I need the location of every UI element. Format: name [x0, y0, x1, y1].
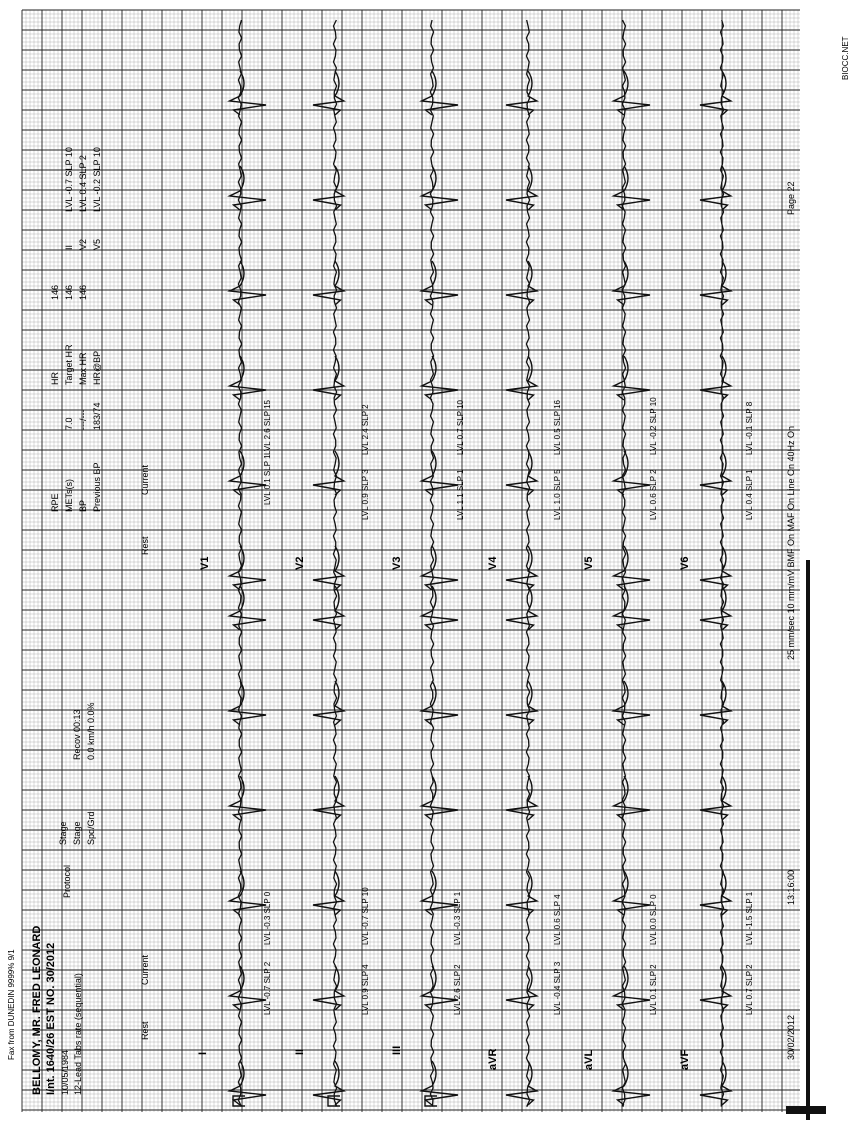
meas-aVL-current: LVL 0.0 SLP 0	[649, 894, 658, 945]
lead-label-I: I	[197, 1051, 209, 1055]
meas-V5-rest: LVL 0.6 SLP 2	[649, 469, 658, 520]
patient-id-line: I/nt. 1640/26 EST NO. 30/2012	[45, 942, 57, 1095]
rest-label-left: Rest	[140, 1021, 150, 1040]
qrs-complex	[614, 546, 650, 590]
stage-label-1: Stage	[58, 821, 68, 845]
bottom-edge-bar	[786, 1106, 826, 1114]
qrs-complex	[422, 166, 458, 210]
right-slope-1: LVL -0.7 SLP 10	[64, 147, 74, 212]
right-lead-3: V5	[92, 238, 102, 250]
qrs-complex	[422, 451, 458, 495]
qrs-complex	[313, 966, 344, 1010]
lead-label-V3: V3	[391, 556, 403, 570]
speed-grade: 0.0 km/h 0.0%	[86, 702, 96, 760]
meas-II-rest: LVL 0.9 SLP 4	[361, 964, 370, 1015]
fax-header: Fax from DUNEDIN 9999% 9/1	[7, 949, 16, 1060]
patient-dob: 10/05/1984	[60, 1049, 70, 1095]
meas-V5-current: LVL -0.2 SLP 10	[649, 397, 658, 455]
current-label-left: Current	[140, 954, 150, 985]
qrs-complex	[614, 1061, 650, 1105]
ecg-trace	[622, 20, 625, 1106]
qrs-complex	[313, 681, 344, 725]
lead-label-V4: V4	[487, 556, 499, 570]
test-name: 12-Lead Tabs rate (sequential)	[73, 973, 83, 1095]
qrs-complex	[700, 681, 731, 725]
qrs-complex	[614, 261, 650, 305]
lead-label-V1: V1	[199, 556, 211, 570]
qrs-complex	[422, 586, 458, 630]
mets-value: 7.0	[64, 417, 74, 430]
meas-V2-current: LVL 2.4 SLP 2	[361, 404, 370, 455]
qrs-complex	[700, 166, 731, 210]
lead-label-V6: V6	[679, 556, 691, 570]
meas-II-current: LVL -0.7 SLP 10	[361, 887, 370, 945]
meas-V2-rest: LVL 0.9 SLP 3	[361, 469, 370, 520]
qrs-complex	[506, 546, 537, 590]
qrs-complex	[230, 261, 266, 305]
rest-label-right: Rest	[140, 536, 150, 555]
bp-label: BP	[78, 499, 88, 512]
footer-settings: 25 mm/sec 10 mm/mV BMF On MAF On Line On 40Hz On	[786, 425, 796, 660]
meas-aVR-current: LVL 0.6 SLP 4	[553, 894, 562, 945]
qrs-complex	[313, 451, 344, 495]
meas-V1-rest: LVL 0.1 SLP 1	[263, 454, 272, 505]
lead-label-aVR: aVR	[487, 1048, 499, 1070]
qrs-complex	[506, 586, 537, 630]
qrs-complex	[230, 871, 266, 915]
lead-label-V5: V5	[583, 556, 595, 570]
qrs-complex	[700, 451, 731, 495]
meas-V4-current: LVL 0.5 SLP 16	[553, 399, 562, 455]
recov-time: Recov 00:13	[72, 709, 82, 760]
qrs-complex	[422, 261, 458, 305]
ecg-trace	[238, 20, 241, 1106]
qrs-complex	[422, 1061, 458, 1105]
meas-V6-rest: LVL 0.4 SLP 1	[745, 469, 754, 520]
qrs-complex	[230, 1061, 266, 1105]
qrs-complex	[313, 261, 344, 305]
qrs-complex	[614, 166, 650, 210]
meas-V1-current: LVL 2.6 SLP 15	[263, 399, 272, 455]
lead-label-aVL: aVL	[583, 1049, 595, 1070]
qrs-complex	[506, 871, 537, 915]
qrs-complex	[313, 546, 344, 590]
target-hr-label: Target HR	[64, 344, 74, 385]
qrs-complex	[313, 871, 344, 915]
qrs-complex	[506, 1061, 537, 1105]
patient-name: BELLOMY, MR. FRED LEONARD	[31, 925, 43, 1095]
qrs-complex	[700, 871, 731, 915]
footer-date: 30/02/2012	[786, 1014, 796, 1060]
qrs-complex	[614, 451, 650, 495]
qrs-complex	[700, 546, 731, 590]
right-lead-1: II	[64, 244, 74, 250]
hr-bp-label: HR@BP	[92, 350, 102, 385]
qrs-complex	[422, 546, 458, 590]
meas-III-current: LVL -0.3 SLP 1	[453, 891, 462, 945]
right-lead-2: V2	[78, 238, 88, 250]
qrs-complex	[614, 966, 650, 1010]
qrs-complex	[700, 586, 731, 630]
qrs-complex	[313, 586, 344, 630]
bp-value: ---/---	[78, 409, 88, 430]
rpe-label: RPE	[50, 493, 60, 512]
qrs-complex	[700, 966, 731, 1010]
lead-label-III: III	[391, 1045, 403, 1055]
right-edge-bar	[806, 560, 810, 1120]
meas-aVF-rest: LVL 0.7 SLP 2	[745, 964, 754, 1015]
hr-value: 146	[50, 284, 60, 300]
qrs-complex	[614, 71, 650, 115]
qrs-complex	[614, 586, 650, 630]
right-slope-2: LVL 0.4 SLP 2	[78, 155, 88, 212]
ecg-trace	[430, 20, 433, 1106]
meas-V4-rest: LVL 1.0 SLP 5	[553, 469, 562, 520]
qrs-complex	[230, 546, 266, 590]
qrs-complex	[700, 71, 731, 115]
prev-bp-label: Previous BP	[92, 462, 102, 512]
max-hr-value: 146	[78, 284, 88, 300]
footer-page: Page 22	[786, 181, 796, 215]
qrs-complex	[506, 451, 537, 495]
qrs-complex	[506, 71, 537, 115]
qrs-complex	[313, 71, 344, 115]
qrs-complex	[506, 966, 537, 1010]
qrs-complex	[230, 71, 266, 115]
spd-grd-label: Spd/Grd	[86, 811, 96, 845]
qrs-complex	[506, 681, 537, 725]
meas-V6-current: LVL -0.1 SLP 8	[745, 401, 754, 455]
qrs-complex	[230, 451, 266, 495]
meas-aVR-rest: LVL -0.4 SLP 3	[553, 961, 562, 1015]
qrs-complex	[230, 681, 266, 725]
lead-label-aVF: aVF	[679, 1049, 691, 1070]
qrs-complex	[230, 586, 266, 630]
meas-aVF-current: LVL -1.5 SLP 1	[745, 891, 754, 945]
hr-label: HR	[50, 372, 60, 385]
meas-V3-rest: LVL 1.1 SLP 1	[456, 469, 465, 520]
max-hr-label: Max HR	[78, 352, 88, 385]
ecg-trace	[526, 20, 529, 1106]
target-hr-value: 146	[64, 284, 74, 300]
footer-time: 13:16:00	[786, 869, 796, 905]
meas-I-current: LVL -0.3 SLP 0	[263, 891, 272, 945]
meas-III-rest: LVL 2.6 SLP 2	[453, 964, 462, 1015]
current-label-right: Current	[140, 464, 150, 495]
right-slope-3: LVL -0.2 SLP 10	[92, 147, 102, 212]
qrs-complex	[230, 966, 266, 1010]
qrs-complex	[614, 681, 650, 725]
protocol-label: Protocol	[62, 864, 72, 898]
qrs-complex	[700, 1061, 731, 1105]
meas-aVL-rest: LVL 0.1 SLP 2	[649, 964, 658, 1015]
mets-label: METs(s)	[64, 479, 74, 512]
qrs-complex	[230, 166, 266, 210]
qrs-complex	[700, 261, 731, 305]
prev-bp-value: 183/74	[92, 402, 102, 430]
meas-V3-current: LVL 0.7 SLP 10	[456, 399, 465, 455]
qrs-complex	[506, 166, 537, 210]
lead-label-V2: V2	[294, 556, 306, 570]
qrs-complex	[422, 71, 458, 115]
stage-label-2: Stage	[72, 821, 82, 845]
lead-label-II: II	[294, 1048, 306, 1055]
fax-corner: BIOCC.NET	[841, 36, 850, 80]
qrs-complex	[422, 681, 458, 725]
qrs-complex	[614, 871, 650, 915]
qrs-complex	[313, 166, 344, 210]
qrs-complex	[506, 261, 537, 305]
meas-I-rest: LVL -0.7 SLP 2	[263, 961, 272, 1015]
